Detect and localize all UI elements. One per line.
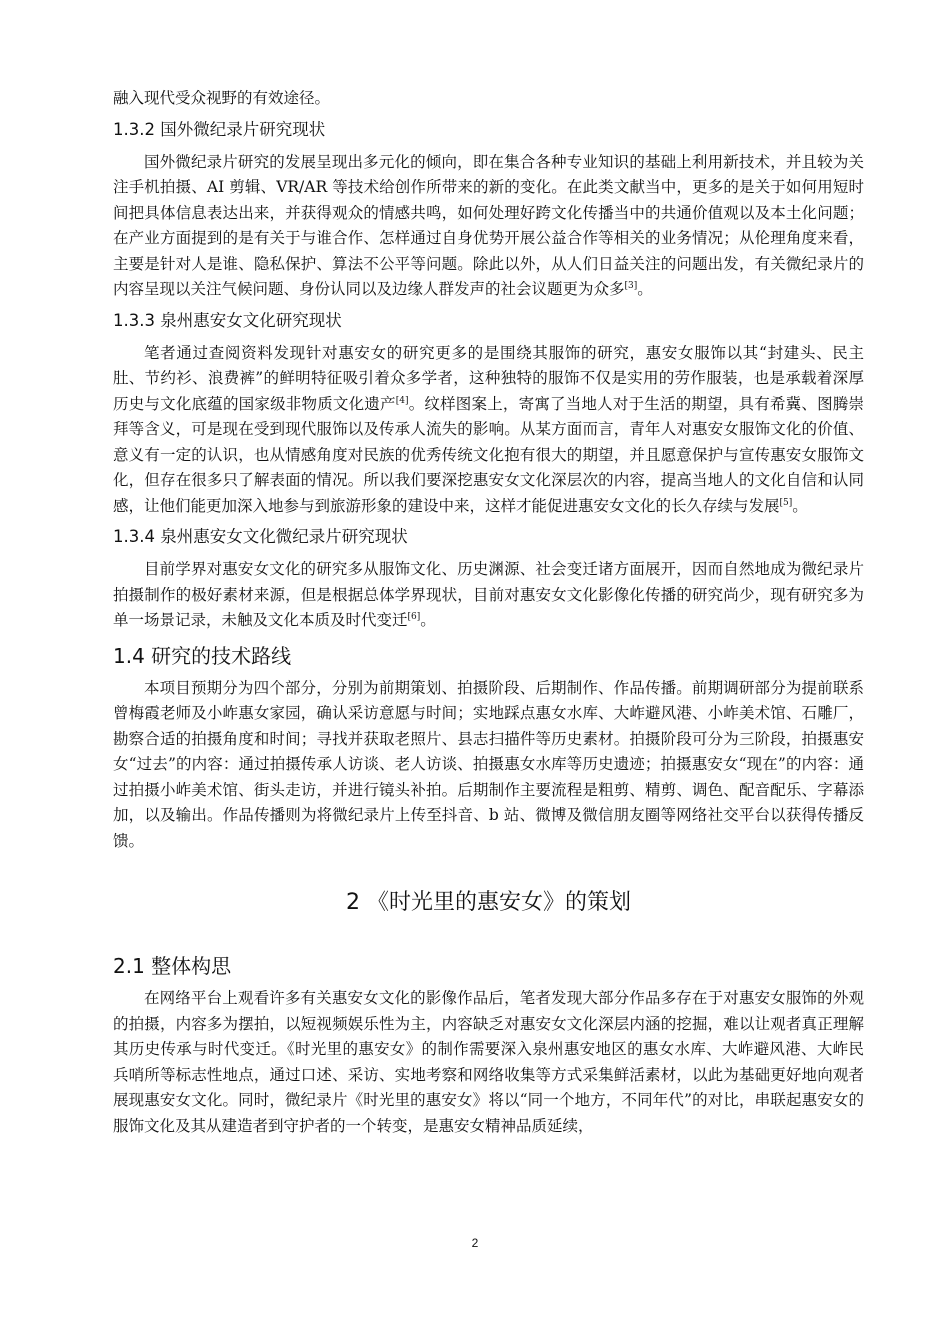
paragraph-1-3-4 [113, 557, 864, 634]
citation-5: [5] [779, 497, 793, 508]
document-page [113, 86, 864, 1139]
paragraph-1-3-2-text: 国外微纪录片研究的发展呈现出多元化的倾向，即在集合各种专业知识的基础上利用新技术，并且较为关注手机拍摄、AI 剪辑、VR/AR 等技术给创作所带来的新的变化。在此类文献当中，更多的是关于如何用短时间把具体信息表达出来，并获得观众的情感共鸣，如何处理好跨文化传播当中的共通价值观以及本土化问题；在产业方面提到的是有关于与谁合作、怎样通过自身优势开展公益合作等相关的业务情况；从伦理角度来看，主要是针对人是谁、隐私保护、算法不公平等问题。除此以外，从人们日益关注的问题出发，有关微纪录片的内容呈现以关注气候问题、身份认同以及边缘人群发声的社会议题更为众多 [113, 152, 864, 298]
section-heading-1-3-2: 1.3.2 国外微纪录片研究现状 [113, 119, 326, 139]
carry-over-paragraph: 融入现代受众视野的有效途径。 [113, 89, 331, 107]
paragraph-end-mark: 。 [792, 496, 808, 515]
paragraph-end-mark: 。 [420, 611, 436, 629]
citation-4: [4] [395, 395, 409, 406]
paragraph-1-4: 本项目预期分为四个部分，分别为前期策划、拍摄阶段、后期制作、作品传播。前期调研部分为提前联系曾梅霞老师及小岞惠女家园，确认采访意愿与时间；实地踩点惠女水库、大岞避风港、小岞美术馆、石雕厂，勘察合适的拍摄角度和时间；寻找并获取老照片、县志扫描件等历史素材。拍摄阶段可分为三阶段，拍摄惠安女“过去”的内容：通过拍摄传承人访谈、老人访谈、拍摄惠女水库等历史遗迹；拍摄惠安女“现在”的内容：通过拍摄小岞美术馆、街头走访，并进行镜头补拍。后期制作主要流程是粗剪、精剪、调色、配音配乐、字幕添加，以及输出。作品传播则为将微纪录片上传至抖音、b 站、微博及微信朋友圈等网络社交平台以获得传播反馈。 [113, 678, 864, 850]
section-heading-1-3-3: 1.3.3 泉州惠安女文化研究现状 [113, 310, 342, 330]
section-heading-1-4: 1.4 研究的技术路线 [113, 643, 292, 668]
section-heading-1-3-4: 1.3.4 泉州惠安女文化微纪录片研究现状 [113, 527, 408, 546]
paragraph-2-1: 在网络平台上观看许多有关惠安女文化的影像作品后，笔者发现大部分作品多存在于对惠安女服饰的外观的拍摄，内容多为摆拍，以短视频娱乐性为主，内容缺乏对惠安女文化深层内涵的挖掘，难以让观者真正理解其历史传承与时代变迁。《时光里的惠安女》的制作需要深入泉州惠安地区的惠女水库、大岞避风港、大岞民兵哨所等标志性地点，通过口述、采访、实地考察和网络收集等方式采集鲜活素材，以此为基础更好地向观者展现惠安女文化。同时，微纪录片《时光里的惠安女》将以“同一个地方，不同年代”的对比，串联起惠安女的服饰文化及其从建造者到守护者的一个转变，是惠安女精神品质延续， [113, 989, 864, 1135]
page-number: 2 [471, 1236, 479, 1250]
section-heading-2-1: 2.1 整体构思 [113, 954, 232, 978]
paragraph-1-3-3 [113, 341, 864, 520]
paragraph-end-mark: 。 [637, 280, 653, 298]
citation-3: [3] [624, 280, 638, 291]
paragraph-1-3-4-text: 目前学界对惠安女文化的研究多从服饰文化、历史渊源、社会变迁诸方面展开，因而自然地成为微纪录片拍摄制作的极好素材来源，但是根据总体学界现状，目前对惠安女文化影像化传播的研究尚少，现有研究多为单一场景记录，未触及文化本质及时代变迁 [113, 560, 864, 629]
paragraph-1-3-3-text-b: 。纹样图案上，寄寓了当地人对于生活的期望，具有希冀、图腾崇拜等含义，可是现在受到现代服饰以及传承人流失的影响。从某方面而言，青年人对惠安女服饰文化的价值、意义有一定的认识，也从情感角度对民族的优秀传统文化抱有很大的期望，并且愿意保护与宣传惠安女服饰文化，但存在很多只了解表面的情况。所以我们要深挖惠安女文化深层次的内容，提高当地人的文化自信和认同感，让他们能更加深入地参与到旅游形象的建设中来，这样才能促进惠安女文化的长久存续与发展 [113, 394, 864, 515]
citation-6: [6] [407, 611, 421, 622]
chapter-heading-2: 2 《时光里的惠安女》的策划 [346, 890, 631, 915]
paragraph-1-3-2 [113, 150, 864, 303]
paragraph-1-3-3-text-a: 笔者通过查阅资料发现针对惠安女的研究更多的是围绕其服饰的研究，惠安女服饰以其“封建头、民主肚、节约衫、浪费裤”的鲜明特征吸引着众多学者，这种独特的服饰不仅是实用的劳作服装，也是承载着深厚历史与文化底蕴的国家级非物质文化遗产 [113, 343, 864, 413]
